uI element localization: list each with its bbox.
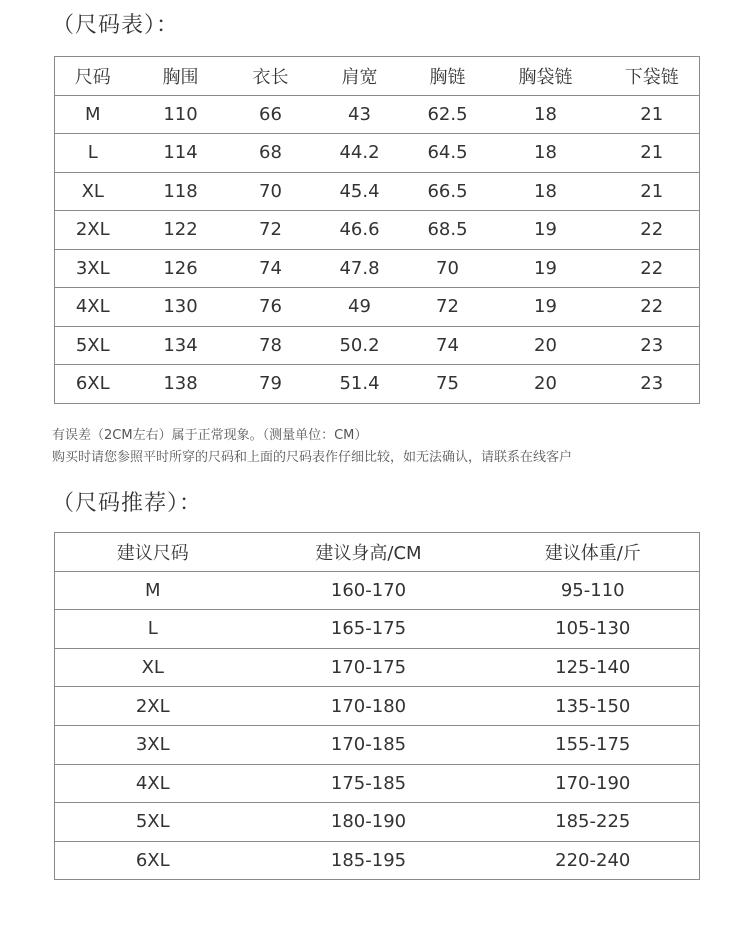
table-cell: 126: [131, 249, 231, 288]
table-cell: 165-175: [251, 610, 487, 649]
size-chart-row: [55, 172, 700, 211]
table-cell: 130: [131, 288, 231, 327]
table-cell: 160-170: [251, 571, 487, 610]
table-cell: 134: [131, 326, 231, 365]
table-cell: 76: [231, 288, 311, 327]
table-cell: 19: [487, 288, 605, 327]
size-chart-row: [55, 249, 700, 288]
table-cell: 5XL: [55, 326, 131, 365]
size-chart-header-row: [55, 57, 700, 96]
size-recommendation-row: [55, 610, 700, 649]
table-cell: 170-175: [251, 648, 487, 687]
table-cell: 66.5: [409, 172, 487, 211]
table-cell: 23: [605, 326, 700, 365]
table-cell: 118: [131, 172, 231, 211]
table-cell: 185-195: [251, 841, 487, 880]
table-cell: 70: [409, 249, 487, 288]
table-cell: 170-180: [251, 687, 487, 726]
table-cell: 125-140: [487, 648, 700, 687]
table-cell: 122: [131, 211, 231, 250]
table-cell: 4XL: [55, 764, 251, 803]
table-cell: 6XL: [55, 365, 131, 404]
column-header: 下袋链: [605, 57, 700, 96]
table-cell: 135-150: [487, 687, 700, 726]
table-cell: 44.2: [311, 134, 409, 173]
column-header: 胸围: [131, 57, 231, 96]
table-cell: 22: [605, 211, 700, 250]
size-chart-row: [55, 211, 700, 250]
size-recommendation-header-row: [55, 533, 700, 572]
size-recommendation-row: [55, 648, 700, 687]
column-header: 建议身高/CM: [251, 533, 487, 572]
table-cell: 18: [487, 172, 605, 211]
size-recommendation-row: [55, 764, 700, 803]
table-cell: 2XL: [55, 687, 251, 726]
table-cell: 3XL: [55, 725, 251, 764]
size-chart-row: [55, 95, 700, 134]
table-cell: 22: [605, 288, 700, 327]
table-cell: 95-110: [487, 571, 700, 610]
table-cell: 4XL: [55, 288, 131, 327]
table-cell: M: [55, 95, 131, 134]
table-cell: 74: [409, 326, 487, 365]
size-recommendation-row: [55, 841, 700, 880]
table-cell: 6XL: [55, 841, 251, 880]
size-recommendation-heading: （尺码推荐）：: [52, 491, 203, 516]
table-cell: 110: [131, 95, 231, 134]
table-cell: 43: [311, 95, 409, 134]
table-cell: M: [55, 571, 251, 610]
table-cell: 3XL: [55, 249, 131, 288]
purchase-advice-note: 购买时请您参照平时所穿的尺码和上面的尺码表作仔细比较，如无法确认，请联系在线客户: [52, 450, 573, 465]
size-chart-row: [55, 365, 700, 404]
table-cell: 2XL: [55, 211, 131, 250]
size-chart-row: [55, 134, 700, 173]
table-cell: 49: [311, 288, 409, 327]
column-header: 建议尺码: [55, 533, 251, 572]
size-chart-row: [55, 326, 700, 365]
size-chart-heading: （尺码表）：: [52, 13, 180, 38]
table-cell: 68.5: [409, 211, 487, 250]
table-cell: 21: [605, 134, 700, 173]
table-cell: 185-225: [487, 803, 700, 842]
table-cell: 72: [409, 288, 487, 327]
table-cell: 66: [231, 95, 311, 134]
table-cell: 20: [487, 365, 605, 404]
table-cell: 105-130: [487, 610, 700, 649]
table-cell: XL: [55, 172, 131, 211]
column-header: 尺码: [55, 57, 131, 96]
table-cell: 22: [605, 249, 700, 288]
table-cell: 75: [409, 365, 487, 404]
tolerance-note: 有误差（2CM左右）属于正常现象。（测量单位：CM）: [52, 428, 368, 443]
table-cell: 46.6: [311, 211, 409, 250]
table-cell: 5XL: [55, 803, 251, 842]
table-cell: 180-190: [251, 803, 487, 842]
table-cell: 21: [605, 172, 700, 211]
table-cell: 78: [231, 326, 311, 365]
table-cell: 21: [605, 95, 700, 134]
table-cell: XL: [55, 648, 251, 687]
table-cell: L: [55, 610, 251, 649]
size-recommendation-row: [55, 725, 700, 764]
table-cell: 68: [231, 134, 311, 173]
column-header: 肩宽: [311, 57, 409, 96]
table-cell: 18: [487, 95, 605, 134]
table-cell: L: [55, 134, 131, 173]
size-recommendation-row: [55, 687, 700, 726]
table-cell: 79: [231, 365, 311, 404]
table-cell: 138: [131, 365, 231, 404]
table-cell: 47.8: [311, 249, 409, 288]
column-header: 建议体重/斤: [487, 533, 700, 572]
size-chart-table: [54, 56, 700, 404]
table-cell: 64.5: [409, 134, 487, 173]
column-header: 胸袋链: [487, 57, 605, 96]
size-recommendation-row: [55, 571, 700, 610]
table-cell: 45.4: [311, 172, 409, 211]
table-cell: 72: [231, 211, 311, 250]
size-recommendation-row: [55, 803, 700, 842]
table-cell: 70: [231, 172, 311, 211]
table-cell: 170-185: [251, 725, 487, 764]
table-cell: 62.5: [409, 95, 487, 134]
size-recommendation-table: [54, 532, 700, 880]
table-cell: 220-240: [487, 841, 700, 880]
column-header: 衣长: [231, 57, 311, 96]
table-cell: 19: [487, 249, 605, 288]
column-header: 胸链: [409, 57, 487, 96]
table-cell: 20: [487, 326, 605, 365]
table-cell: 50.2: [311, 326, 409, 365]
table-cell: 19: [487, 211, 605, 250]
table-cell: 170-190: [487, 764, 700, 803]
table-cell: 51.4: [311, 365, 409, 404]
table-cell: 74: [231, 249, 311, 288]
size-chart-row: [55, 288, 700, 327]
table-cell: 18: [487, 134, 605, 173]
table-cell: 155-175: [487, 725, 700, 764]
table-cell: 114: [131, 134, 231, 173]
table-cell: 23: [605, 365, 700, 404]
table-cell: 175-185: [251, 764, 487, 803]
